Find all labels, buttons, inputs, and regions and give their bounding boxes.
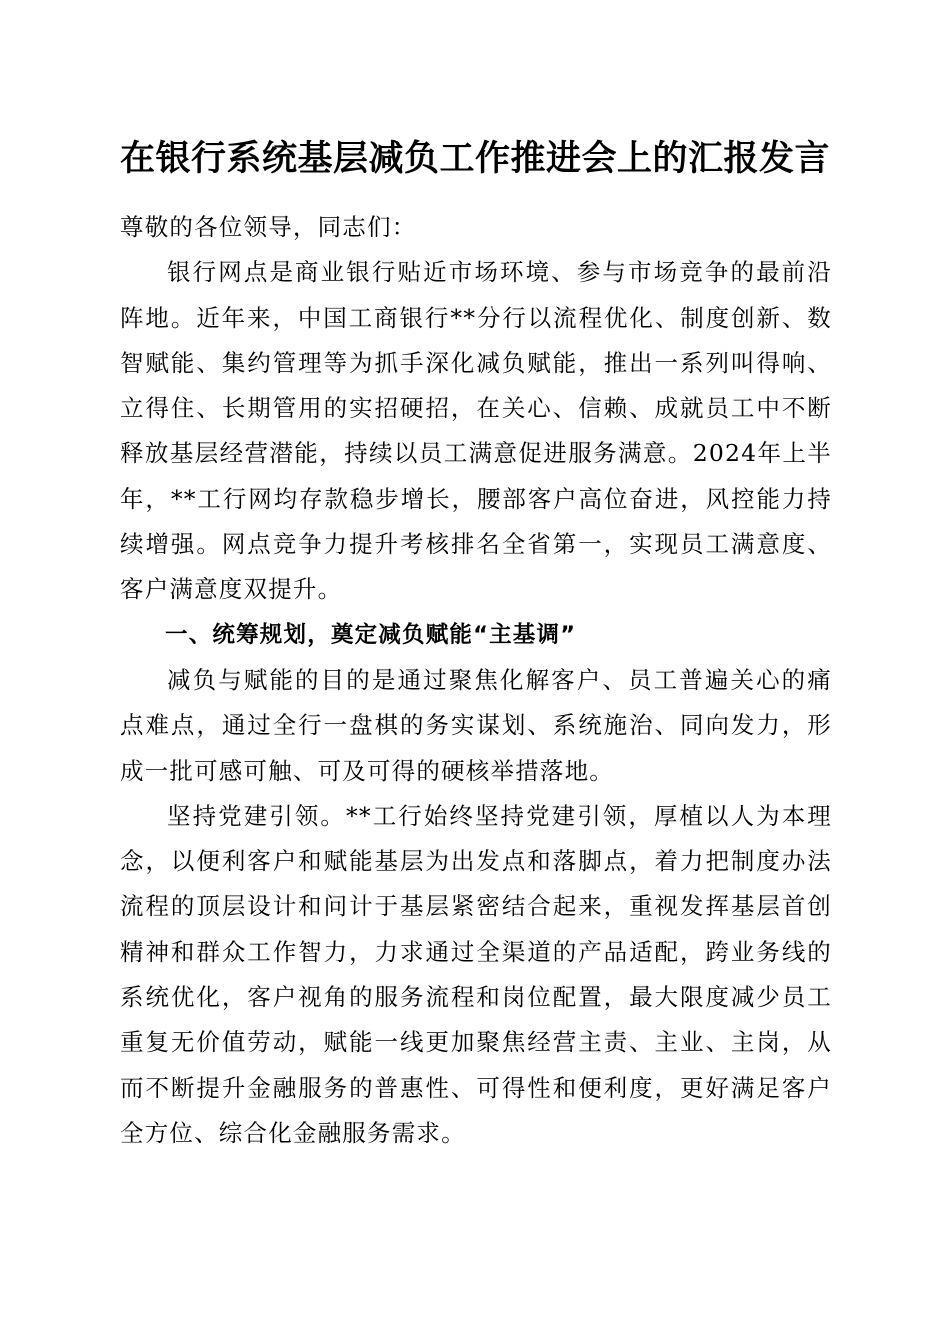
section-heading: 一、统筹规划，奠定减负赋能“主基调” (165, 621, 577, 648)
section-paragraph-1: 减负与赋能的目的是通过聚焦化解客户、员工普遍关心的痛点难点，通过全行一盘棋的务实谋划、系统施治、同向发力，形成一批可感可触、可及可得的硬核举措落地。 (120, 665, 832, 785)
salutation: 尊敬的各位领导，同志们： (120, 213, 417, 241)
document-title: 在银行系统基层减负工作推进会上的汇报发言 (119, 138, 830, 179)
intro-paragraph: 银行网点是商业银行贴近市场环境、参与市场竞争的最前沿阵地。近年来，中国工商银行**分行以流程优化、制度创新、数智赋能、集约管理等为抓手深化减负赋能，推出一系列叫得响、立得住、长期管用的实招硬招，在关心、信赖、成就员工中不断释放基层经营潜能，持续以员工满意促进服务满意。2024年上半年，**工行网均存款稳步增长，腰部客户高位奋进，风控能力持续增强。网点竞争力提升考核排名全省第一，实现员工满意度、客户满意度双提升。 (120, 258, 832, 604)
document-body (120, 205, 832, 1156)
section-paragraph-2: 坚持党建引领。**工行始终坚持党建引领，厚植以人为本理念，以便利客户和赋能基层为出发点和落脚点，着力把制度办法流程的顶层设计和问计于基层紧密结合起来，重视发挥基层首创精神和群众工作智力，力求通过全渠道的产品适配，跨业务线的系统优化，客户视角的服务流程和岗位配置，最大限度减少员工重复无价值劳动，赋能一线更加聚焦经营主责、主业、主岗，从而不断提升金融服务的普惠性、可得性和便利度，更好满足客户全方位、综合化金融服务需求。 (120, 801, 832, 1147)
